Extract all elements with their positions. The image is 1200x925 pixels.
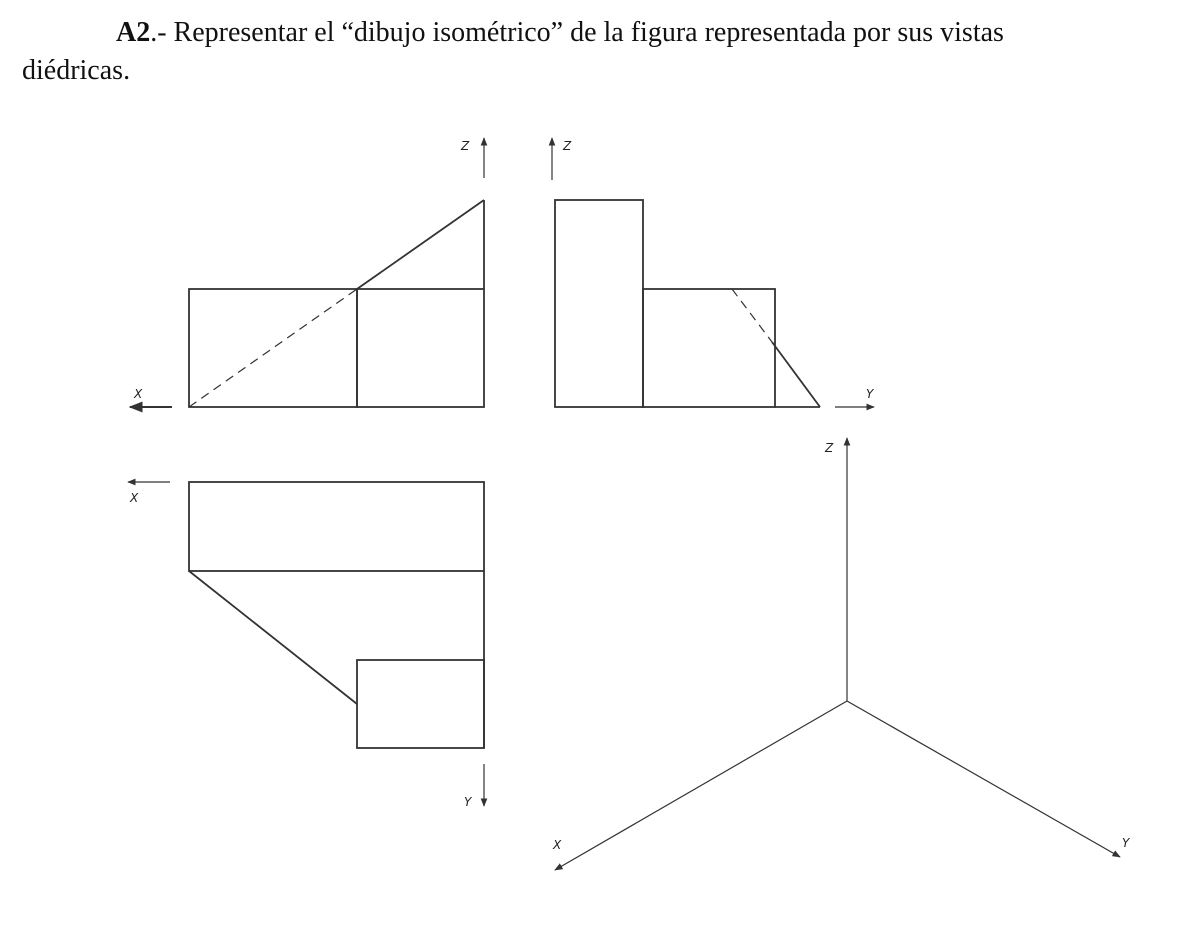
elevation-slope-edge	[357, 200, 484, 289]
isometric-y-axis	[847, 701, 1120, 857]
plan-x-label: X	[130, 491, 139, 505]
elevation-x-label: X	[134, 387, 143, 401]
plan-axes	[128, 482, 484, 806]
isometric-axes	[555, 438, 1120, 870]
plan-view	[189, 482, 484, 748]
profile-tall-block	[555, 200, 643, 407]
isometric-x-label: X	[553, 838, 562, 852]
elevation-right-block	[357, 289, 484, 407]
plan-y-label: Y	[464, 795, 472, 809]
elevation-hidden-edge	[189, 289, 357, 407]
profile-view	[555, 200, 820, 407]
statement-line-2: diédricas.	[22, 55, 131, 86]
elevation-z-label: Z	[461, 139, 470, 153]
isometric-z-label: Z	[825, 441, 834, 455]
profile-hidden-edge	[732, 289, 772, 342]
exercise-number: A2	[116, 17, 151, 48]
statement-line-1: .- Representar el “dibujo isométrico” de la figura representada por sus vistas	[150, 17, 1004, 48]
profile-y-label: Y	[866, 387, 874, 401]
front-elevation-view	[189, 200, 484, 407]
profile-z-label: Z	[563, 139, 572, 153]
plan-slope-edge	[189, 571, 357, 704]
isometric-x-axis	[555, 701, 847, 870]
plan-lower-block	[357, 660, 484, 748]
profile-low-block	[643, 289, 775, 407]
profile-axes	[552, 138, 874, 407]
elevation-axes	[130, 138, 484, 407]
profile-slope-edge	[772, 342, 820, 407]
plan-upper-block	[189, 482, 484, 571]
isometric-y-label: Y	[1122, 836, 1130, 850]
